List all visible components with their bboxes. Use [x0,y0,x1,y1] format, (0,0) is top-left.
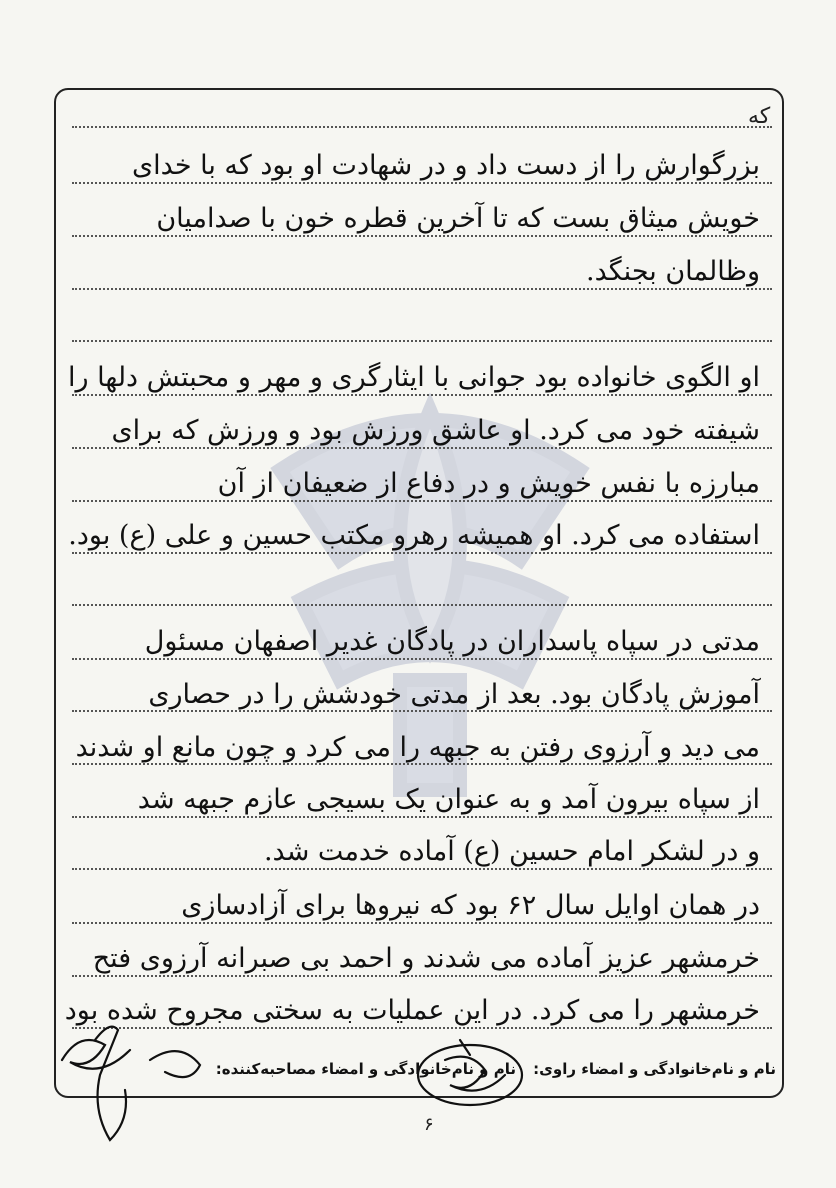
ruled-line [72,394,772,396]
narrator-signature-label: نام و نام‌خانوادگی و امضاء راوی: [533,1060,776,1078]
handwritten-line: او الگوی خانواده بود جوانی با ایثارگری و مهر و محبتش دلها را [68,362,760,393]
handwritten-line: شیفته خود می کرد. او عاشق ورزش بود و ورزش که برای [111,415,760,446]
ruled-line [72,604,772,606]
ruled-line [72,288,772,290]
corner-mark: ﮐﻪ [748,104,771,129]
handwritten-line: از سپاه بیرون آمد و به عنوان یک بسیجی عازم جبهه شد [137,784,760,815]
ruled-line [72,340,772,342]
interviewer-signature-label: نام و نام‌خانوادگی و امضاء مصاحبه‌کننده: [215,1060,516,1078]
handwritten-line: خرمشهر را می کرد. در این عملیات به سختی مجروح شده بود [64,995,760,1026]
ruled-line [72,710,772,712]
ruled-line [72,500,772,502]
handwritten-line: در همان اوایل سال ۶۲ بود که نیروها برای آزادسازی [181,890,760,921]
ruled-line [72,1027,772,1029]
handwritten-line: خویش میثاق بست که تا آخرین قطره خون با صدامیان [156,203,760,234]
ruled-line [72,816,772,818]
ruled-line [72,763,772,765]
ruled-line [72,922,772,924]
ruled-line [72,182,772,184]
handwritten-line: وظالمان بجنگد. [586,256,760,287]
ruled-line [72,975,772,977]
page-number: ۶ [424,1114,434,1135]
handwritten-line: استفاده می کرد. او همیشه رهرو مکتب حسین و علی (ع) بود. [68,520,760,551]
handwritten-line: بزرگوارش را از دست داد و در شهادت او بود که با خدای [132,150,760,181]
handwritten-line: و در لشکر امام حسین (ع) آماده خدمت شد. [263,836,760,867]
ruled-line [72,447,772,449]
ruled-line [72,235,772,237]
handwritten-line: مدتی در سپاه پاسداران در پادگان غدیر اصفهان مسئول [144,626,760,657]
ruled-line [72,658,772,660]
handwritten-line: مبارزه با نفس خویش و در دفاع از ضعیفان از آن [217,468,760,499]
ruled-line [72,868,772,870]
handwritten-line: خرمشهر عزیز آماده می شدند و احمد بی صبرانه آرزوی فتح [92,943,760,974]
ruled-line [72,126,772,128]
ruled-line [72,552,772,554]
handwritten-line: می دید و آرزوی رفتن به جبهه را می کرد و چون مانع او شدند [75,732,760,763]
handwritten-line: آموزش پادگان بود. بعد از مدتی خودشش را در حصاری [148,679,760,710]
